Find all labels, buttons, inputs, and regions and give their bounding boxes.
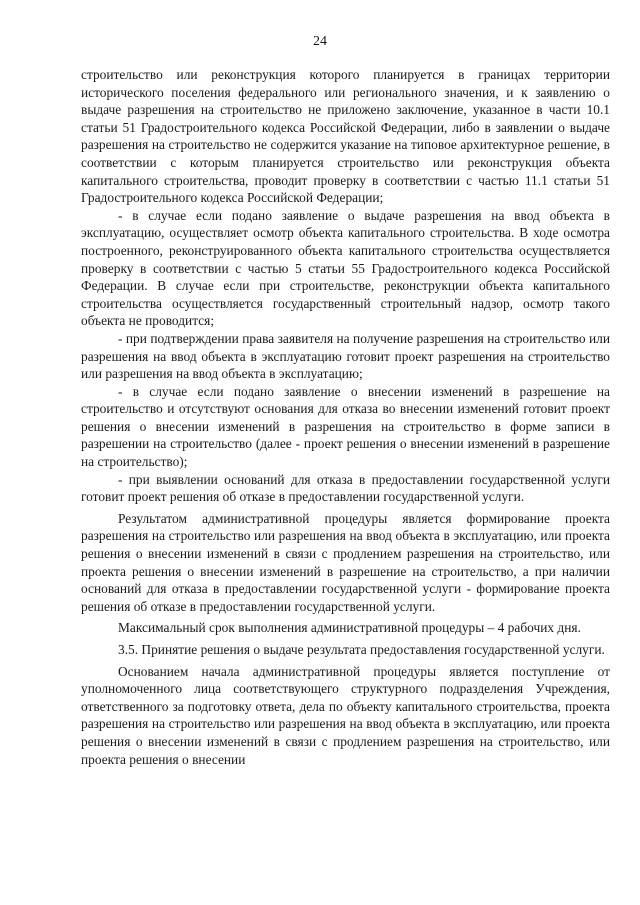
section-heading-3-5: 3.5. Принятие решения о выдаче результата предоставления государственной услуги.	[118, 642, 605, 657]
paragraph-refusal-draft: - при выявлении оснований для отказа в предоставлении государственной услуги готовит проект решения об отказе в предоставлении государственной услуги.	[81, 471, 610, 505]
paragraph-inspection: - в случае если подано заявление о выдаче разрешения на ввод объекта в эксплуатацию, осуществляет осмотр объекта капитального строительства. В ходе осмотра построенного, реконструированного объекта капитального строительства осуществляется проверку в соответствии с частью 5 статьи 55 Градостроительного кодекса Российской Федерации. В случае если при строительстве, реконструкции объекта капитального строительства осуществляется государственный строительный надзор, осмотр такого объекта не проводится;	[81, 207, 610, 329]
paragraph-permit-draft: - при подтверждении права заявителя на получение разрешения на строительство или разрешения на ввод объекта в эксплуатацию готовит проект разрешения на строительство или разрешения на ввод объекта в эксплуатацию;	[81, 330, 610, 382]
paragraph-result: Результатом административной процедуры является формирование проекта разрешения на строительство или разрешения на ввод объекта в эксплуатацию, или проекта решения о внесении изменений в связи с продлением разрешения на строительство, или проекта решения о внесении изменений в разрешение на строительство, а при наличии оснований для отказа в предоставлении государственной услуги - формирование проекта решения об отказе в предоставлении государственной услуги.	[81, 510, 610, 614]
paragraph-max-term: Максимальный срок выполнения административной процедуры – 4 рабочих дня.	[118, 620, 581, 636]
page-number: 24	[313, 34, 327, 49]
document-body	[81, 66, 610, 768]
paragraph-continuation: строительство или реконструкция которого планируется в границах территории исторического поселения федерального или регионального значения, и к заявлению о выдаче разрешения на строительство не приложено заключение, указанное в части 10.1 статьи 51 Градостроительного кодекса Российской Федерации, либо в заявлении о выдаче разрешения на строительство не содержится указание на типовое архитектурное решение, в соответствии с которым планируется строительство или реконструкция объекта капитального строительства, проводит проверку в соответствии с частью 11.1 статьи 51 Градостроительного кодекса Российской Федерации;	[81, 67, 610, 206]
paragraph-amendment-draft: - в случае если подано заявление о внесении изменений в разрешение на строительство и отсутствуют основания для отказа во внесении изменений готовит проект решения о внесении изменений в разрешения на строительство в форме записи в разрешении на строительство (далее - проект решения о внесении изменений в разрешение на строительство);	[81, 383, 610, 470]
paragraph-basis: Основанием начала административной процедуры является поступление от уполномоченного лица соответствующего структурного подразделения Учреждения, ответственного за подготовку ответа, дела по объекту капитального строительства, проекта разрешения на строительство или разрешения на ввод объекта в эксплуатацию, или проекта решения о внесении изменений в связи с продлением разрешения на строительство, или проекта решения о внесении	[81, 663, 610, 767]
